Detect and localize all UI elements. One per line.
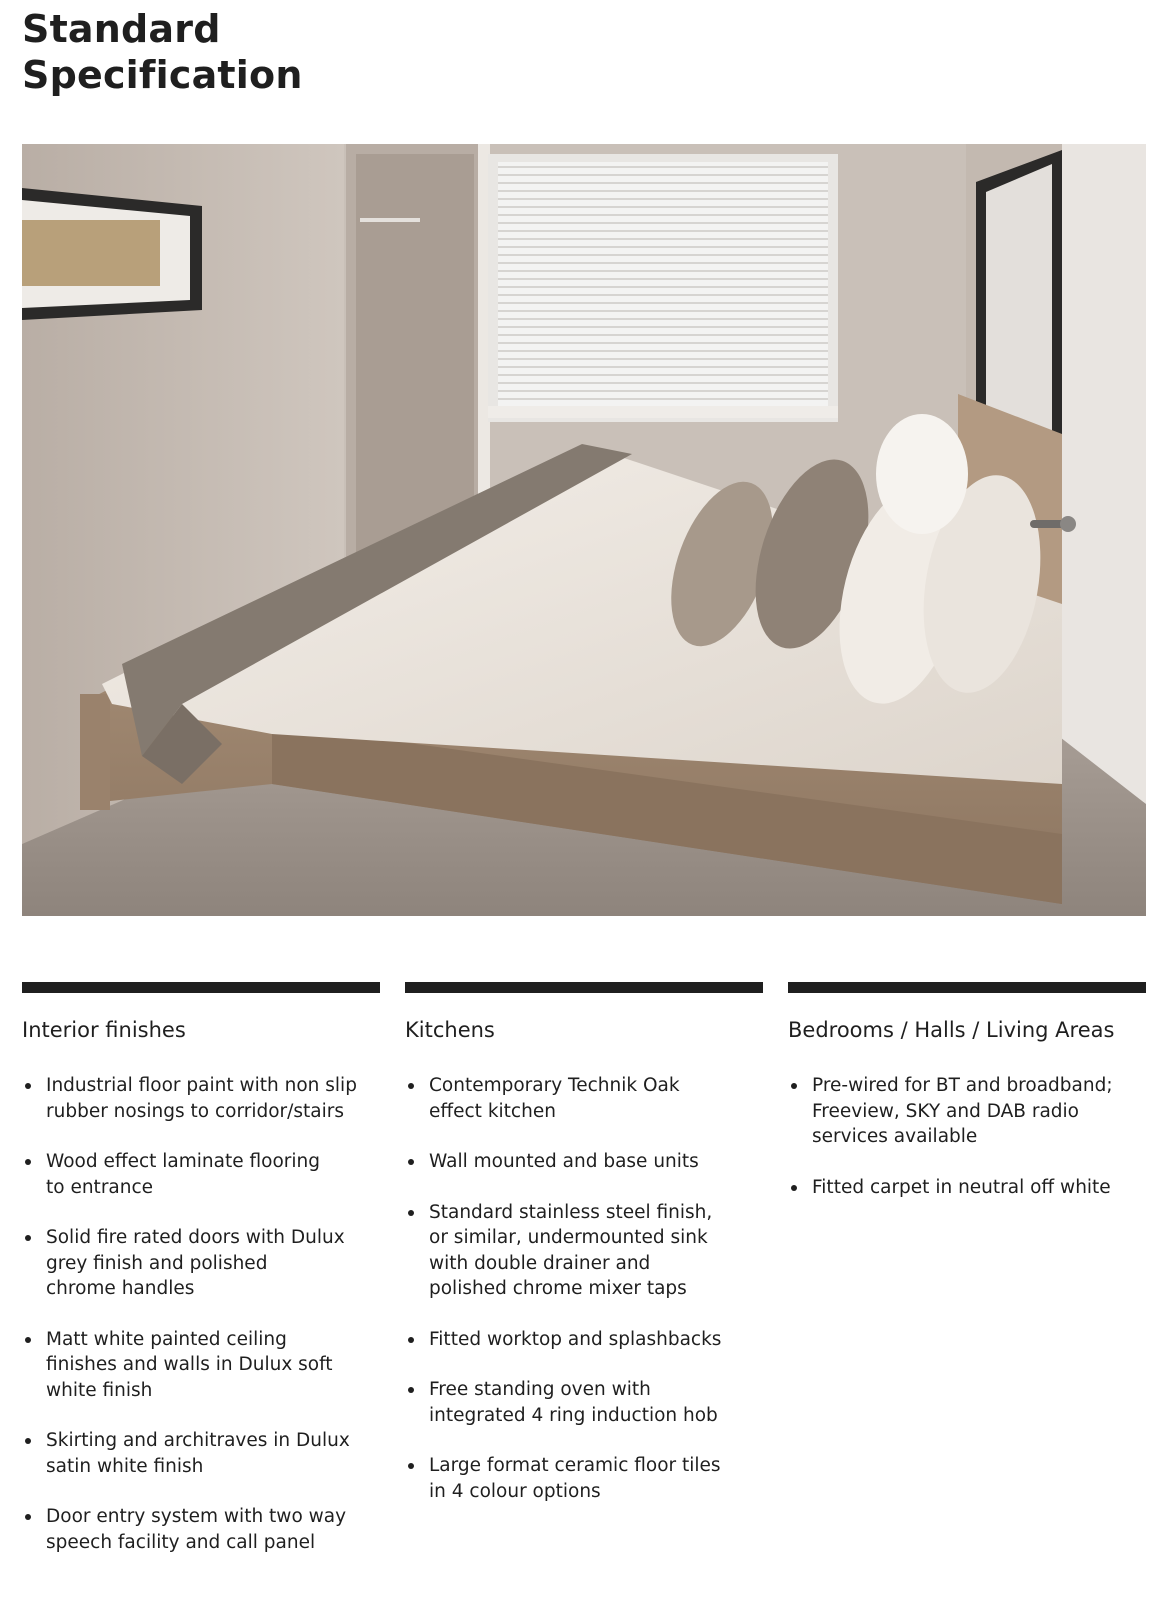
spec-item-line: Freeview, SKY and DAB radio [812, 1100, 1079, 1122]
spec-item-line: or similar, undermounted sink [429, 1227, 708, 1248]
page-title-line-2: Specification [22, 53, 303, 97]
spec-item-line: Large format ceramic floor tiles [429, 1455, 721, 1476]
page-title-line-1: Standard [22, 7, 221, 51]
column-divider [22, 982, 380, 993]
spec-item-line: in 4 colour options [429, 1480, 601, 1502]
spec-item [22, 1504, 380, 1555]
spec-item-line: rubber nosings to corridor/stairs [46, 1100, 344, 1122]
spec-item-line: polished chrome mixer taps [429, 1278, 687, 1299]
spec-item-line: with double drainer and [429, 1252, 651, 1274]
spec-item-line: Wood effect laminate flooring [46, 1151, 321, 1172]
bedroom-photo-illustration [22, 144, 1146, 916]
spec-item-line: white finish [46, 1379, 153, 1401]
column-heading: Interior finishes [22, 1018, 186, 1042]
page-title [22, 6, 303, 98]
spec-item-line: Pre-wired for BT and broadband; [812, 1075, 1113, 1096]
spec-item-line: chrome handles [46, 1278, 195, 1299]
spec-item-line: to entrance [46, 1176, 154, 1198]
spec-list [22, 1073, 380, 1555]
spec-item-line: Contemporary Technik Oak [429, 1075, 680, 1096]
spec-item [405, 1327, 763, 1353]
spec-item-line: Door entry system with two way [46, 1506, 347, 1527]
spec-item [788, 1175, 1146, 1201]
spec-item-line: Standard stainless steel finish, [429, 1201, 713, 1223]
spec-item [788, 1073, 1146, 1150]
spec-item-line: grey finish and polished [46, 1252, 268, 1274]
spec-item-line: effect kitchen [429, 1100, 556, 1122]
spec-item [22, 1428, 380, 1479]
spec-column-bedrooms-halls-living [788, 982, 1146, 1580]
column-divider [788, 982, 1146, 993]
spec-item-line: Wall mounted and base units [429, 1151, 699, 1172]
spec-item-line: Fitted worktop and splashbacks [429, 1328, 722, 1350]
specification-columns [22, 982, 1146, 1580]
spec-item-line: integrated 4 ring induction hob [429, 1404, 718, 1426]
column-heading: Bedrooms / Halls / Living Areas [788, 1018, 1115, 1042]
spec-item-line: satin white finish [46, 1455, 204, 1477]
spec-list [788, 1073, 1146, 1200]
bedroom-photo [22, 144, 1146, 916]
column-divider [405, 982, 763, 993]
spec-item [405, 1377, 763, 1428]
spec-item-line: Fitted carpet in neutral off white [812, 1176, 1111, 1198]
spec-item-line: Free standing oven with [429, 1379, 651, 1400]
spec-item-line: Skirting and architraves in Dulux [46, 1430, 350, 1451]
spec-item-line: Solid fire rated doors with Dulux [46, 1227, 345, 1248]
column-heading: Kitchens [405, 1018, 495, 1042]
spec-item-line: speech facility and call panel [46, 1531, 316, 1553]
spec-item [405, 1200, 763, 1302]
spec-list [405, 1073, 763, 1504]
spec-item [405, 1073, 763, 1124]
spec-item [405, 1453, 763, 1504]
spec-item [22, 1225, 380, 1302]
spec-item-line: Matt white painted ceiling [46, 1328, 287, 1350]
spec-column-kitchens [405, 982, 763, 1580]
spec-item [22, 1073, 380, 1124]
spec-item [405, 1149, 763, 1175]
spec-column-interior-finishes [22, 982, 380, 1580]
spec-item-line: finishes and walls in Dulux soft [46, 1354, 333, 1375]
spec-item [22, 1149, 380, 1200]
spec-item-line: services available [812, 1126, 978, 1147]
spec-item [22, 1327, 380, 1404]
spec-item-line: Industrial floor paint with non slip [46, 1075, 357, 1096]
